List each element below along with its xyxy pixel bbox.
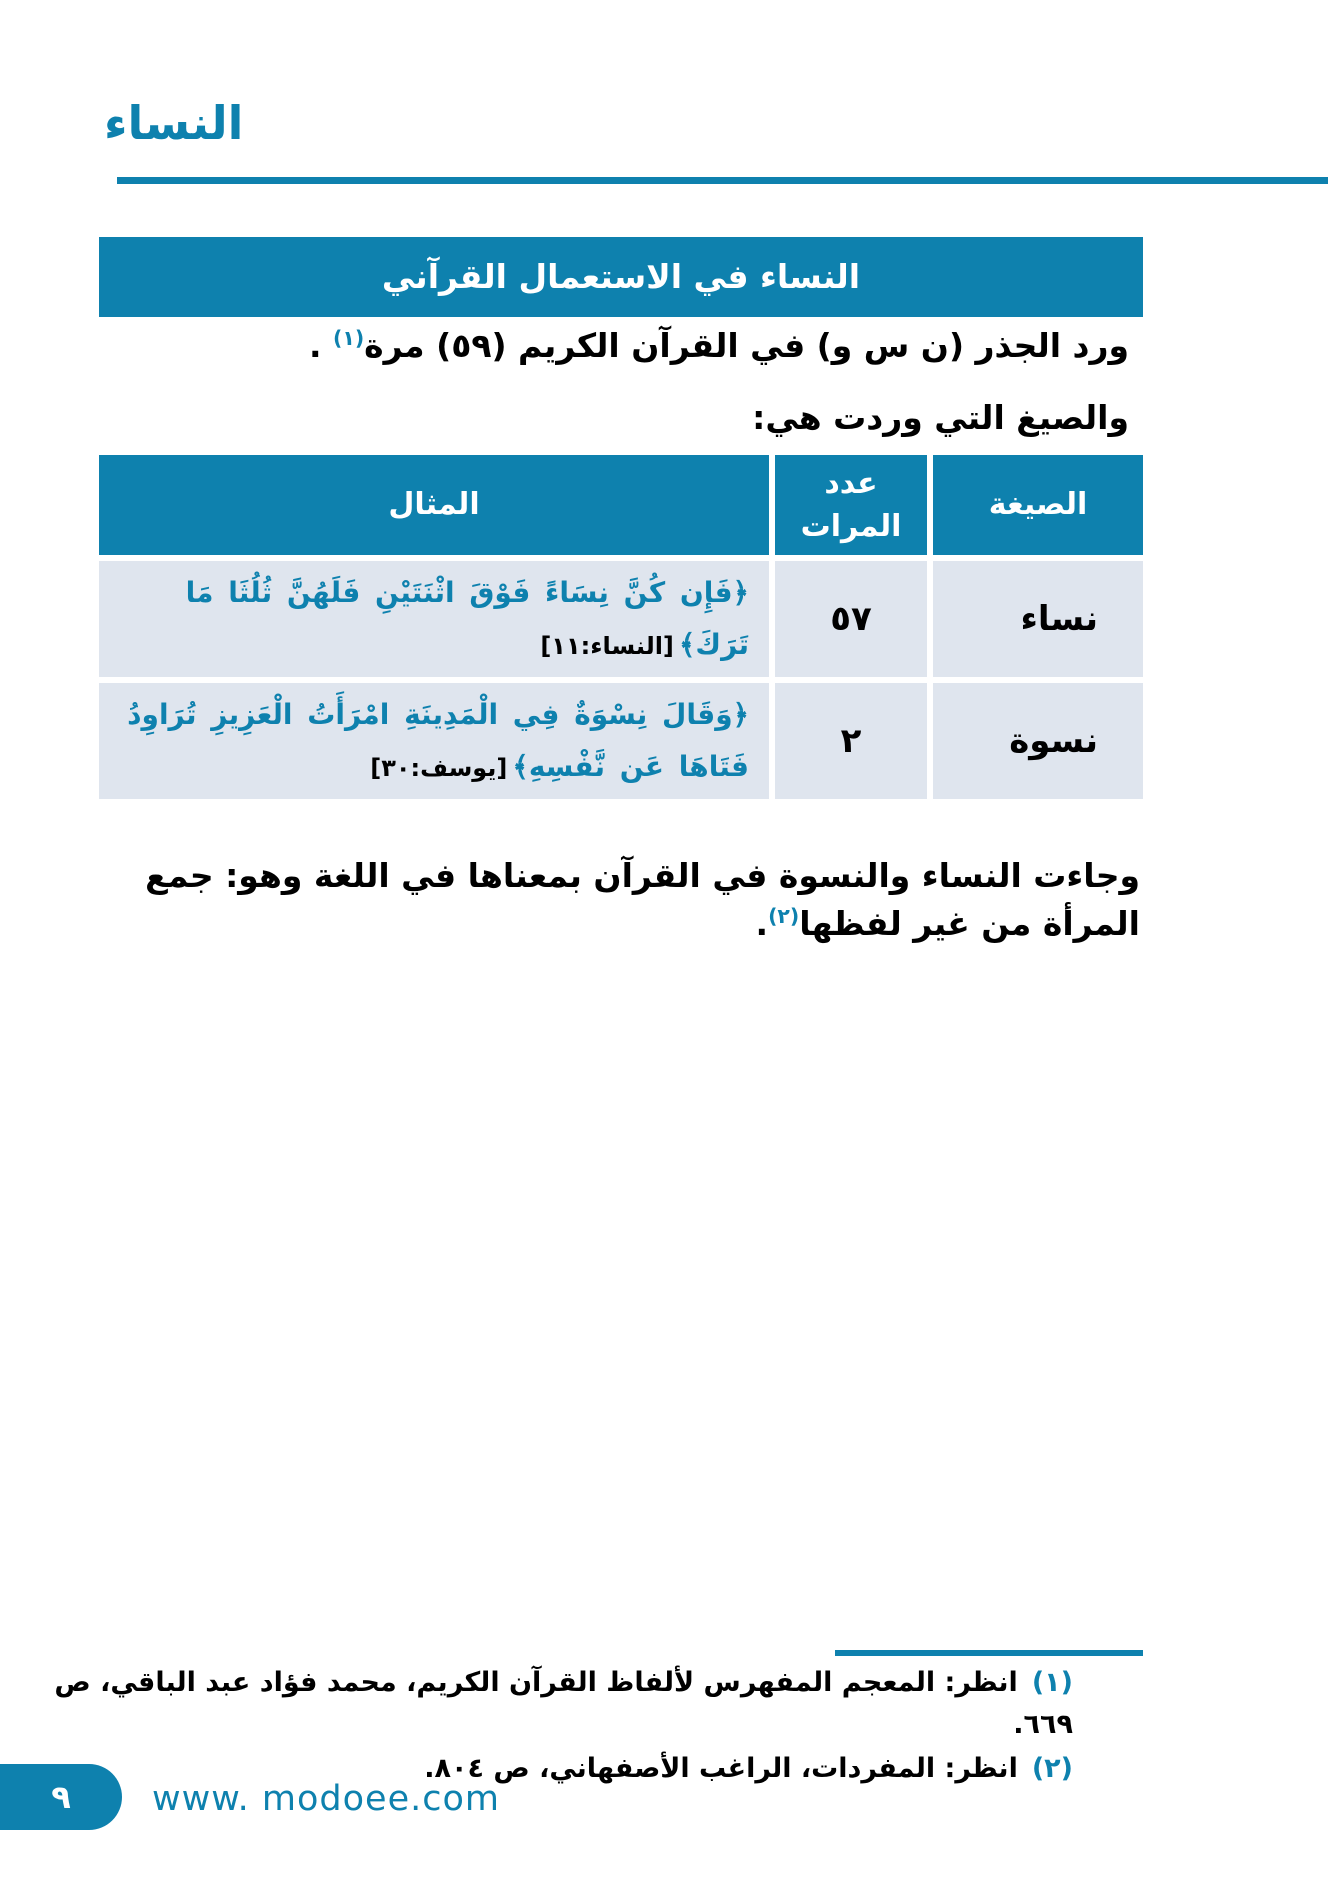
page-number: ٩: [51, 1778, 71, 1816]
footnote-1: [0, 1662, 1073, 1746]
header-cell-form: الصيغة: [933, 455, 1143, 555]
page-number-tab: [0, 1764, 122, 1830]
verse-reference: [النساء:١١]: [540, 632, 674, 660]
header-cell-count: عدد المرات: [775, 455, 927, 555]
form-cell: نسوة: [933, 683, 1143, 799]
footnote-1-text: انظر: المعجم المفهرس لألفاظ القرآن الكريم، محمد فؤاد عبد الباقي، ص ٦٦٩.: [54, 1667, 1073, 1740]
page-title: النساء: [104, 96, 244, 150]
header-cell-example: المثال: [99, 455, 769, 555]
count-cell: ٥٧: [775, 561, 927, 677]
footnote-separator: [835, 1650, 1143, 1656]
verse-text: ﴿فَإِن كُنَّ نِسَاءً فَوْقَ اثْنَتَيْنِ فَلَهُنَّ ثُلُثَا مَا تَرَكَ﴾: [185, 576, 749, 661]
verse-block: [119, 689, 749, 793]
intro-line-2: والصيغ التي وردت هي:: [752, 398, 1129, 437]
footnote-1-marker: (١): [1031, 1667, 1073, 1698]
form-cell: نساء: [933, 561, 1143, 677]
table-header-row: [99, 455, 1143, 555]
intro-line-1-period: .: [308, 326, 322, 365]
closing-paragraph: [95, 852, 1140, 948]
usage-table: [99, 455, 1143, 799]
count-cell: ٢: [775, 683, 927, 799]
section-banner: النساء في الاستعمال القرآني: [99, 237, 1143, 317]
example-cell: [99, 561, 769, 677]
closing-period: .: [755, 903, 769, 943]
table-row-nisaa: [99, 561, 1143, 677]
verse-text: ﴿وَقَالَ نِسْوَةٌ فِي الْمَدِينَةِ امْرَأَتُ الْعَزِيزِ تُرَاوِدُ فَتَاهَا عَن نَّفْسِهِ﴾: [127, 698, 749, 783]
closing-text: وجاءت النساء والنسوة في القرآن بمعناها في اللغة وهو: جمع المرأة من غير لفظها: [145, 856, 1140, 943]
footnotes-block: [0, 1662, 1073, 1792]
footnote-ref-1: (١): [333, 326, 365, 350]
footnote-ref-2: (٢): [768, 903, 800, 928]
title-underline: [117, 177, 1328, 184]
intro-line-1-text: ورد الجذر (ن س و) في القرآن الكريم (٥٩) مرة: [364, 326, 1129, 365]
footnote-2-marker: (٢): [1031, 1753, 1073, 1784]
website-url: www. modoee.com: [152, 1779, 500, 1819]
verse-block: [119, 567, 749, 671]
example-cell: [99, 683, 769, 799]
verse-reference: [يوسف:٣٠]: [370, 754, 508, 782]
intro-line-1: [309, 322, 1129, 370]
footnote-2-text: انظر: المفردات، الراغب الأصفهاني، ص ٨٠٤.: [424, 1753, 1018, 1784]
table-row-niswa: [99, 683, 1143, 799]
